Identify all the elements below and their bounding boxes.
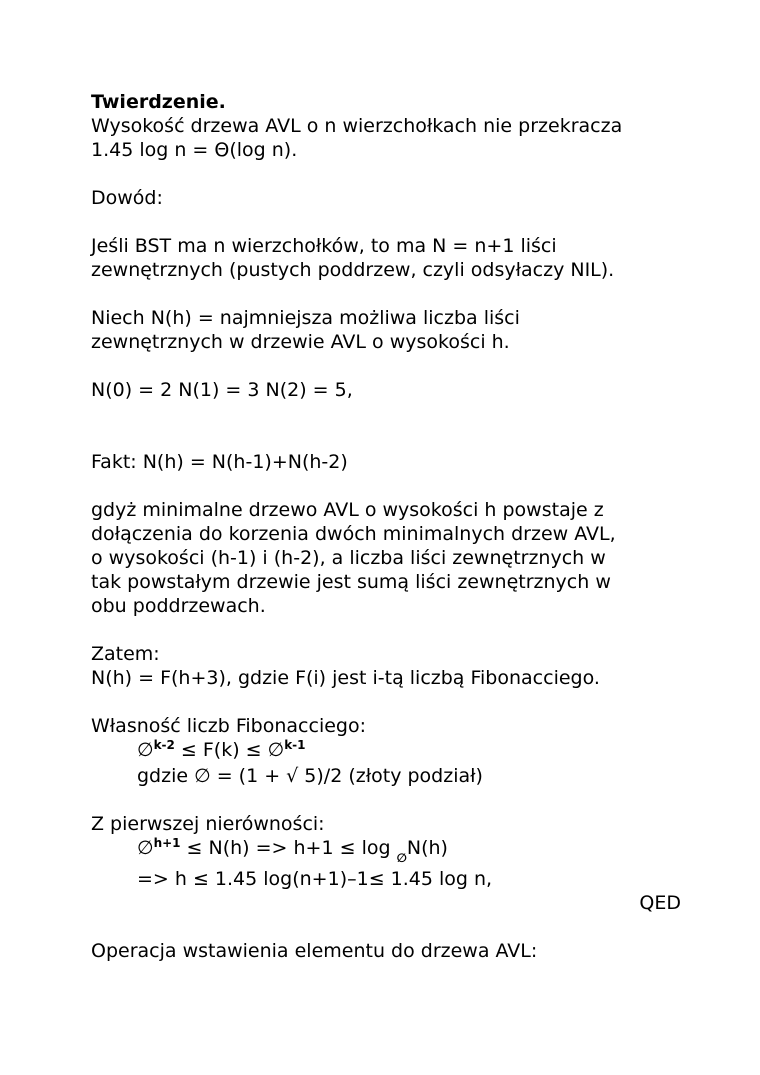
step-middle: ≤ N(h) => h+1 ≤ log [180, 837, 397, 859]
inequality-middle: ≤ F(k) ≤ [174, 739, 268, 761]
qed-mark: QED [639, 891, 681, 914]
exponent: k-1 [284, 738, 306, 752]
fibonacci-property-label: Własność liczb Fibonacciego: [91, 715, 366, 737]
document-page [91, 90, 681, 963]
fibonacci-inequality [91, 738, 681, 764]
proof-p1-line-1: Jeśli BST ma n wierzchołków, to ma N = n+1 liści [91, 235, 557, 257]
phi-symbol: ∅ [137, 739, 154, 761]
fibonacci-relation: N(h) = F(h+3), gdzie F(i) jest i-tą liczbą Fibonacciego. [91, 667, 600, 689]
step-end: N(h) [406, 837, 448, 859]
log-base: ∅ [396, 850, 407, 865]
proof-p3-line-3: o wysokości (h-1) i (h-2), a liczba liści zewnętrznych w [91, 547, 606, 569]
base-cases: N(0) = 2 N(1) = 3 N(2) = 5, [91, 379, 353, 401]
theorem-line-1: Wysokość drzewa AVL o n wierzchołkach nie przekracza [91, 115, 623, 137]
golden-ratio-definition: gdzie ∅ = (1 + √ 5)/2 (złoty podział) [137, 765, 483, 787]
theorem-line-2: 1.45 log n = Θ(log n). [91, 139, 298, 161]
exponent: k-2 [153, 738, 175, 752]
recurrence-fact: Fakt: N(h) = N(h-1)+N(h-2) [91, 451, 348, 473]
exponent: h+1 [153, 836, 181, 850]
proof-heading: Dowód: [91, 187, 163, 209]
therefore-label: Zatem: [91, 643, 160, 665]
proof-p2-line-1: Niech N(h) = najmniejsza możliwa liczba liści [91, 307, 520, 329]
proof-p2-line-2: zewnętrznych w drzewie AVL o wysokości h. [91, 331, 510, 353]
theorem-title: Twierdzenie. [91, 91, 226, 113]
derivation-step-2: => h ≤ 1.45 log(n+1)–1≤ 1.45 log n, [137, 867, 493, 890]
proof-p3-line-5: obu poddrzewach. [91, 595, 266, 617]
proof-p1-line-2: zewnętrznych (pustych poddrzew, czyli odsyłaczy NIL). [91, 259, 615, 281]
proof-p3-line-4: tak powstałym drzewie jest sumą liści zewnętrznych w [91, 571, 611, 593]
proof-p3-line-1: gdyż minimalne drzewo AVL o wysokości h powstaje z [91, 499, 604, 521]
from-first-inequality-label: Z pierwszej nierówności: [91, 813, 325, 835]
proof-p3-line-2: dołączenia do korzenia dwóch minimalnych drzew AVL, [91, 523, 616, 545]
derivation-step-1 [91, 836, 681, 867]
next-section-heading: Operacja wstawienia elementu do drzewa AVL: [91, 939, 538, 962]
phi-symbol: ∅ [267, 739, 285, 761]
phi-symbol: ∅ [137, 837, 154, 859]
